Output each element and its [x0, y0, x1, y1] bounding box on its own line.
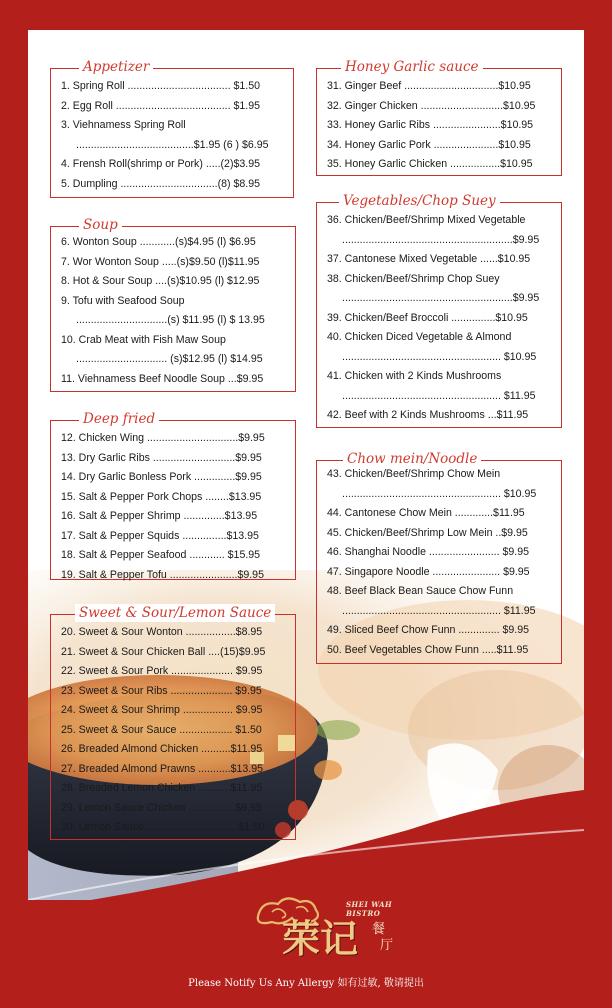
menu-item: 35. Honey Garlic Chicken .................$10.95: [327, 158, 533, 170]
menu-item: 20. Sweet & Sour Wonton .................$8.95: [61, 626, 263, 638]
menu-item: 43. Chicken/Beef/Shrimp Chow Mein: [327, 468, 501, 480]
menu-item: 18. Salt & Pepper Seafood ............ $15.95: [61, 549, 261, 561]
menu-item: 17. Salt & Pepper Squids ...............$13.95: [61, 529, 259, 542]
section-title-soup: Soup: [79, 216, 122, 234]
menu-item: 5. Dumpling .................................(8) $8.95: [61, 177, 261, 190]
menu-item: 29. Lemon Sauce Chicken ................$9.95: [61, 801, 262, 814]
allergy-notice: Please Notify Us Any Allergy 如有过敏, 敬请提出: [188, 978, 424, 989]
logo-chinese-main: 荣记: [282, 916, 359, 961]
menu-item: 11. Viehnamess Beef Noodle Soup ...$9.95: [61, 372, 264, 385]
menu-item: ............................... (s)$12.95 (l) $14.95: [76, 353, 263, 365]
menu-item: 6. Wonton Soup ............(s)$4.95 (l) $6.95: [61, 236, 256, 248]
menu-item: ..........................................................$9.95: [342, 233, 540, 246]
menu-item: 8. Hot & Sour Soup ....(s)$10.95 (l) $12.95: [61, 275, 260, 287]
menu-item: 45. Chicken/Beef/Shrimp Low Mein ..$9.95: [327, 526, 528, 539]
menu-item: 1. Spring Roll ................................... $1.50: [61, 80, 261, 92]
section-appetizer: [50, 59, 294, 198]
menu-item: 50. Beef Vegetables Chow Funn .....$11.95: [327, 643, 529, 656]
section-soup: [50, 217, 296, 392]
logo-english-line-1: SHEI WAH: [346, 900, 393, 909]
menu-item: 7. Wor Wonton Soup .....(s)$9.50 (l)$11.95: [61, 255, 260, 268]
section-title-sweet-sour: Sweet & Sour/Lemon Sauce: [75, 604, 275, 622]
section-chow-mein: [316, 451, 562, 664]
menu-item: 15. Salt & Pepper Pork Chops ........$13.95: [61, 490, 262, 503]
menu-item: 38. Chicken/Beef/Shrimp Chop Suey: [327, 272, 500, 285]
menu-item: 44. Cantonese Chow Mein .............$11.95: [327, 507, 525, 519]
menu-item: 46. Shanghai Noodle ........................ $9.95: [327, 546, 529, 558]
menu-panel: [28, 30, 584, 900]
section-honey-garlic: [316, 59, 562, 176]
menu-item: 4. Frensh Roll(shrimp or Pork) .....(2)$3.95: [61, 158, 260, 170]
menu-item: 37. Cantonese Mixed Vegetable ......$10.95: [327, 253, 531, 265]
menu-item: 2. Egg Roll ....................................... $1.95: [61, 99, 261, 112]
menu-item: 24. Sweet & Sour Shrimp ................. $9.95: [61, 704, 263, 716]
menu-item: 26. Breaded Almond Chicken ..........$11.95: [61, 743, 263, 755]
section-title-appetizer: Appetizer: [79, 58, 153, 76]
menu-item: 41. Chicken with 2 Kinds Mushrooms: [327, 370, 502, 382]
logo-english-line-2: BISTRO: [346, 909, 381, 918]
menu-item: 27. Breaded Almond Prawns ...........$13.95: [61, 762, 263, 775]
section-title-chow-mein: Chow mein/Noodle: [343, 450, 481, 468]
logo-chinese-side-1: 餐: [372, 922, 386, 937]
section-deep-fried: [50, 411, 296, 581]
menu-item: 22. Sweet & Sour Pork ..................... $9.95: [61, 665, 263, 677]
menu-item: 21. Sweet & Sour Chicken Ball ....(15)$9.95: [61, 645, 266, 658]
menu-item: 42. Beef with 2 Kinds Mushrooms ...$11.95: [327, 409, 529, 421]
menu-item: ........................................$1.95 (6 ) $6.95: [76, 138, 269, 151]
menu-item: 13. Dry Garlic Ribs ............................$9.95: [61, 451, 262, 464]
section-title-honey-garlic: Honey Garlic sauce: [341, 58, 483, 76]
menu-item: 40. Chicken Diced Vegetable & Almond: [327, 331, 512, 343]
menu-item: 16. Salt & Pepper Shrimp ..............$13.95: [61, 510, 258, 522]
restaurant-logo: [252, 892, 432, 964]
section-title-vegetables: Vegetables/Chop Suey: [339, 192, 500, 210]
menu-item: 28. Breaded Lemon Chicken ...........$11.95: [61, 782, 263, 794]
menu-item: 10. Crab Meat with Fish Maw Soup: [61, 333, 226, 346]
menu-item: 34. Honey Garlic Pork ......................$10.95: [327, 138, 531, 151]
menu-item: 48. Beef Black Bean Sauce Chow Funn: [327, 585, 514, 597]
menu-item: ..........................................................$9.95: [342, 292, 540, 304]
menu-item: 47. Singapore Noodle ....................... $9.95: [327, 565, 530, 578]
menu-item: 9. Tofu with Seafood Soup: [61, 294, 185, 307]
menu-item: 30. Lemon Sauce ...............................$1.50: [61, 821, 265, 833]
section-vegetables: [316, 193, 562, 428]
menu-item: 32. Ginger Chicken ............................$10.95: [327, 99, 536, 112]
section-sweet-sour: [50, 605, 296, 840]
menu-item: 25. Sweet & Sour Sauce .................. $1.50: [61, 723, 262, 736]
menu-item: 36. Chicken/Beef/Shrimp Mixed Vegetable: [327, 214, 526, 226]
menu-item: 33. Honey Garlic Ribs .......................$10.95: [327, 119, 534, 131]
menu-item: ...............................(s) $11.95 (l) $ 13.95: [76, 314, 265, 326]
menu-item: 49. Sliced Beef Chow Funn .............. $9.95: [327, 624, 529, 636]
logo-chinese-side-2: 厅: [380, 938, 394, 953]
section-title-deep-fried: Deep fried: [79, 410, 159, 428]
menu-item: 31. Ginger Beef ................................$10.95: [327, 80, 531, 92]
menu-item: 3. Viehnamess Spring Roll: [61, 119, 186, 131]
menu-item: 39. Chicken/Beef Broccoli ...............$10.95: [327, 311, 528, 324]
menu-item: 19. Salt & Pepper Tofu .......................$9.95: [61, 568, 264, 581]
menu-item: ...................................................... $10.95: [342, 487, 537, 500]
menu-item: 23. Sweet & Sour Ribs ..................... $9.95: [61, 684, 262, 697]
menu-item: ...................................................... $11.95: [342, 389, 536, 402]
menu-item: ...................................................... $11.95: [342, 604, 536, 617]
menu-item: 14. Dry Garlic Bonless Pork ..............$9.95: [61, 471, 262, 483]
menu-item: 12. Chicken Wing ...............................$9.95: [61, 432, 265, 444]
menu-item: ...................................................... $10.95: [342, 350, 537, 363]
